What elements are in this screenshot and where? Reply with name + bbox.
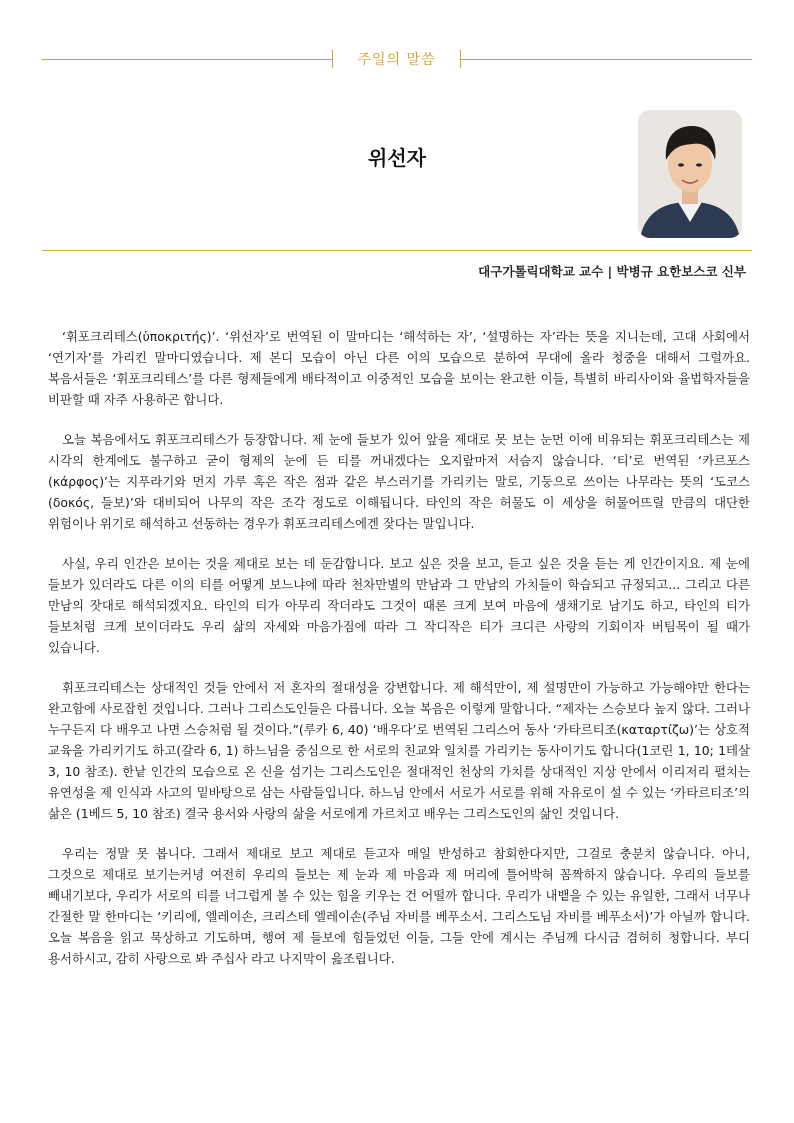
header-rule-left	[42, 59, 332, 60]
article-title: 위선자	[368, 146, 426, 170]
author-byline: 대구가톨릭대학교 교수 | 박병규 요한보스코 신부	[478, 264, 746, 279]
body-paragraph: 우리는 정말 못 봅니다. 그래서 제대로 보고 제대로 듣고자 매일 반성하고 참회한다지만, 그걸로 충분치 않습니다. 아니, 그것으로 제대로 보기는커녕 여전히 우리의 들보는 제 눈과 제 마음과 제 머리에 틀어박혀 꼼짝하지 않습니다. 우리의 들보를 빼내기보다, 우리가 서로의 티를 너그럽게 볼 수 있는 힘을 키우는 건 어떨까 합니다. 우리가 내뱉을 수 있는 유일한, 그래서 너무나 간절한 말 한마디는 ‘키리에, 엘레이손, 크리스테 엘레이손(주님 자비를 베푸소서. 그리스도님 자비를 베푸소서)’가 아닐까 합니다. 오늘 복음을 읽고 묵상하고 기도하며, 행여 제 들보에 힘들었던 이들, 그들 안에 계시는 주님께 다시금 겸허히 청합니다. 부디 용서하시고, 감히 사랑으로 봐 주십사 라고 나지막이 읊조립니다.	[48, 846, 750, 966]
byline-rule	[42, 250, 752, 251]
article-body	[48, 326, 750, 988]
author-photo	[638, 110, 742, 238]
body-paragraph: ‘휘포크리테스(ὑποκριτής)’. ‘위선자’로 번역된 이 말마디는 ‘해석하는 자’, ‘설명하는 자’라는 뜻을 지니는데, 고대 사회에서 ‘연기자’를 가리킨 말마디였습니다. 제 본디 모습이 아닌 다른 이의 모습으로 분하여 무대에 올라 청중을 대해서 그럴까요. 복음서들은 ‘휘포크리테스’를 다른 형제들에게 배타적이고 이중적인 모습을 보이는 완고한 이들, 특별히 바리사이와 율법학자들을 비판할 때 자주 사용하곤 합니다.	[48, 329, 750, 407]
body-paragraph: 오늘 복음에서도 휘포크리테스가 등장합니다. 제 눈에 들보가 있어 앞을 제대로 못 보는 눈먼 이에 비유되는 휘포크리테스는 제 시각의 한계에도 불구하고 굳이 형제의 눈에 든 티를 꺼내겠다는 오지랖마저 서슴지 않습니다. ‘티’로 번역된 ‘카르포스(κάρφος)’는 지푸라기와 먼지 가루 혹은 작은 점과 같은 부스러기를 가리키는 말로, 기둥으로 쓰이는 나무라는 뜻의 ‘도코스(δοκός, 들보)’와 대비되어 나무의 작은 조각 정도로 이해됩니다. 타인의 작은 허물도 이 세상을 허물어뜨릴 만큼의 대단한 위험이나 위기로 해석하고 선동하는 경우가 휘포크리테스에겐 잦다는 말입니다.	[48, 432, 750, 531]
header-rule-right	[460, 59, 752, 60]
body-paragraph: 사실, 우리 인간은 보이는 것을 제대로 보는 데 둔감합니다. 보고 싶은 것을 보고, 듣고 싶은 것을 듣는 게 인간이지요. 제 눈에 들보가 있더라도 다른 이의 티를 어떻게 보느냐에 따라 천차만별의 만남과 그 만남의 가치들이 학습되고 규정되고... 그리고 다른 만남의 잣대로 해석되겠지요. 타인의 티가 아무리 작더라도 그것이 때론 크게 보여 마음에 생채기로 남기도 하고, 타인의 티가 들보처럼 크게 보이더라도 우리 삶의 자세와 마음가짐에 따라 그 작디작은 티가 크디큰 사랑의 기회이자 버팀목이 될 때가 있습니다.	[48, 556, 750, 655]
body-paragraph: 휘포크리테스는 상대적인 것들 안에서 저 혼자의 절대성을 강변합니다. 제 해석만이, 제 설명만이 가능하고 가능해야만 한다는 완고함에 사로잡힌 것입니다. 그러나 그리스도인들은 다릅니다. 오늘 복음은 이렇게 말합니다. “제자는 스승보다 높지 않다. 그러나 누구든지 다 배우고 나면 스승처럼 될 것이다.”(루카 6, 40) ‘배우다’로 번역된 그리스어 동사 ‘카타르티조(καταρτίζω)’는 상호적 교육을 가리키기도 하고(갈라 6, 1) 하느님을 중심으로 한 서로의 친교와 일치를 가리키는 동사이기도 합니다(1코린 1, 10; 1테살 3, 10 참조). 한낱 인간의 모습으로 온 신을 섬기는 그리스도인은 절대적인 천상의 가치를 상대적인 지상 안에서 이리저리 펼치는 유연성을 제 인식과 사고의 밑바탕으로 삼는 사람들입니다. 하느님 안에서 서로가 서로를 위해 자유로이 설 수 있는 ‘카타르티조’의 삶은 (1베드 5, 10 참조) 결국 용서와 사랑의 삶을 서로에게 가르치고 배우는 그리스도인의 삶인 것입니다.	[48, 680, 750, 821]
section-header	[42, 48, 752, 72]
section-label: 주일의 말씀	[357, 52, 436, 68]
